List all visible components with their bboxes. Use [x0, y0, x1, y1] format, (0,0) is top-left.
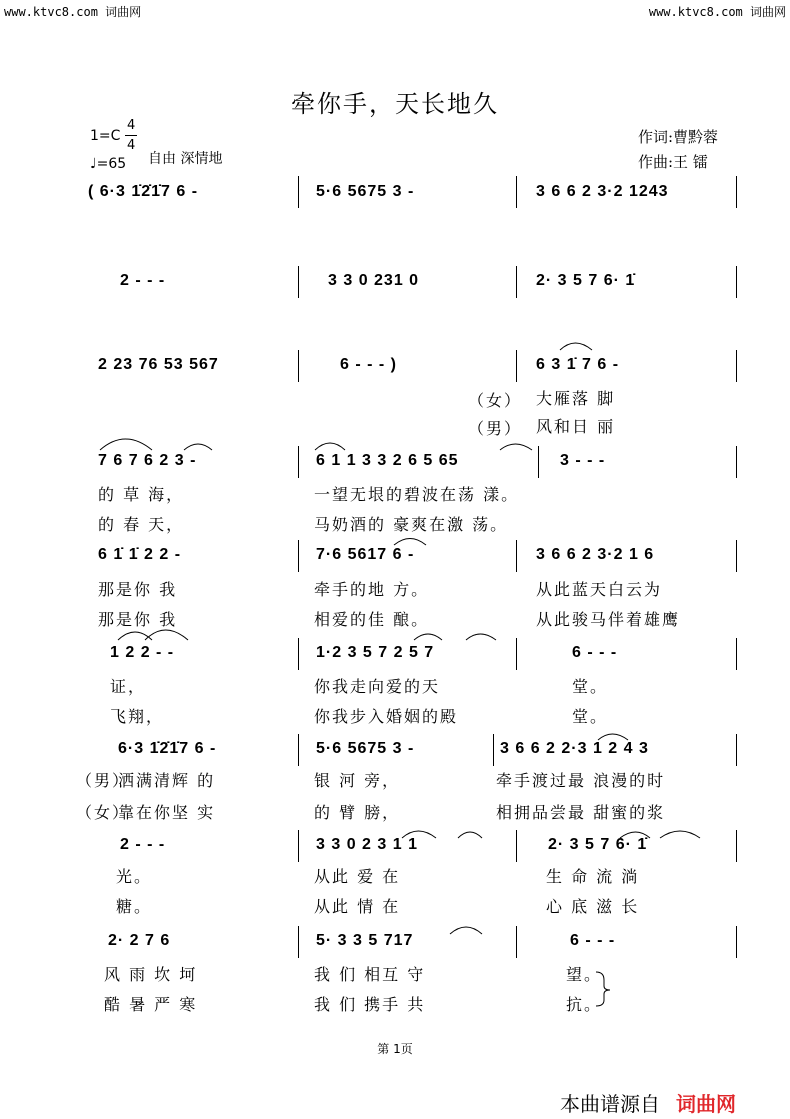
lyric-line: 飞翔， — [110, 707, 165, 726]
voice-label: （女） — [76, 803, 131, 822]
measure-notes: 3 - - - — [560, 452, 606, 469]
tempo-value: =65 — [96, 156, 127, 172]
measure-notes: 6 - - - — [572, 644, 618, 661]
lyric-line: 从此骏马伴着雄鹰 — [536, 610, 681, 629]
slur — [500, 444, 532, 450]
measure-notes: 3 3 0 2 3 1 1 — [316, 836, 418, 853]
lyric-line: 银 河 旁， — [314, 771, 401, 790]
measure-notes: 3 3 0 231 0 — [328, 272, 420, 289]
expression-marking: 自由 深情地 — [148, 151, 223, 167]
lyric-line: 堂。 — [572, 677, 609, 696]
lyric-line: 相爱的佳 酿。 — [314, 610, 430, 629]
lyric-line: 洒满清辉 的 — [118, 771, 216, 790]
source-prefix: 本曲谱源自 — [560, 1092, 660, 1116]
slur — [466, 634, 496, 640]
watermark-right: www.ktvc8.com 词曲网 — [648, 5, 786, 19]
lyric-line: 大雁落 脚 — [536, 389, 616, 408]
lyric-line: 堂。 — [572, 707, 609, 726]
measure-notes: 2 - - - — [120, 836, 166, 853]
measure-notes: 6 - - - ) — [340, 356, 397, 373]
lyric-line: 抗。 — [566, 995, 603, 1014]
lyric-line: 你我步入婚姻的殿 — [314, 707, 459, 726]
lyric-line: 从此 爱 在 — [314, 867, 401, 886]
measure-notes: 5·6 5675 3 - — [316, 183, 415, 200]
watermark-left: www.ktvc8.com 词曲网 — [4, 5, 142, 19]
lyric-line: 心 底 滋 长 — [546, 897, 640, 916]
slur — [394, 539, 426, 546]
voice-label: （男） — [76, 771, 131, 790]
slur — [560, 343, 592, 350]
lyric-line: 那是你 我 — [98, 580, 178, 599]
measure-notes: 6 1̇ 1̇ 2 2 - — [98, 546, 182, 563]
slur — [145, 630, 188, 640]
measure-notes: 1·2 3 5 7 2 5 7 — [316, 644, 435, 661]
time-sig-bottom: 4 — [127, 138, 136, 153]
measure-notes: 3 6 6 2 3·2 1243 — [536, 183, 669, 200]
measure-notes: 6 - - - — [570, 932, 616, 949]
lyric-line: 靠在你坚 实 — [118, 803, 216, 822]
lyric-line: 光。 — [116, 867, 153, 886]
measure-notes: ( 6·3 1̇2̇1̇7 6 - — [88, 183, 199, 200]
voice-label: （男） — [468, 419, 523, 438]
measure-notes: 3 6 6 2 3·2 1 6 — [536, 546, 655, 563]
lyric-line: 那是你 我 — [98, 610, 178, 629]
measure-notes: 2· 3 5 7 6· 1̇ — [536, 272, 636, 289]
lyric-line: 风和日 丽 — [536, 417, 616, 436]
slur — [315, 443, 345, 450]
measure-notes: 3 6 6 2 2·3 1 2 4 3 — [500, 740, 649, 757]
lyric-line: 你我走向爱的天 — [314, 677, 441, 696]
lyric-line: 望。 — [566, 965, 603, 984]
measure-notes: 2 23 76 53 567 — [98, 356, 219, 373]
lyric-line: 牵手的地 方。 — [314, 580, 430, 599]
slur — [184, 444, 212, 450]
slur — [660, 831, 700, 838]
lyric-line: 证， — [110, 677, 147, 696]
measure-notes: 5·6 5675 3 - — [316, 740, 415, 757]
measure-notes: 7·6 5617 6 - — [316, 546, 415, 563]
key-signature: 1=C — [90, 128, 121, 144]
lyric-line: 马奶酒的 豪爽在激 荡。 — [314, 515, 509, 534]
lyric-line: 的 臂 膀， — [314, 803, 401, 822]
lyric-line: 相拥品尝最 甜蜜的浆 — [496, 803, 666, 822]
lyric-line: 从此 情 在 — [314, 897, 401, 916]
lyric-line: 糖。 — [116, 897, 153, 916]
voice-label: （女） — [468, 391, 523, 410]
source-credit — [560, 1088, 736, 1117]
lyric-line: 牵手渡过最 浪漫的时 — [496, 771, 666, 790]
lyric-line: 从此蓝天白云为 — [536, 580, 663, 599]
measure-notes: 2· 2 7 6 — [108, 932, 171, 949]
time-sig-top: 4 — [127, 118, 136, 133]
measure-notes: 1 2 2 - - — [110, 644, 175, 661]
lyricist: 作词:曹黔蓉 — [638, 128, 719, 146]
measure-notes: 7 6 7 6 2 3 - — [98, 452, 197, 469]
lyric-line: 风 雨 坎 坷 — [104, 965, 198, 984]
lyric-line: 一望无垠的碧波在荡 漾。 — [314, 485, 520, 504]
measure-notes: 6 1 1 3 3 2 6 5 65 — [316, 452, 459, 469]
measure-notes: 2 - - - — [120, 272, 166, 289]
measure-notes: 6 3 1̇ 7 6 - — [536, 356, 620, 373]
lyric-line: 生 命 流 淌 — [546, 867, 640, 886]
composer: 作曲:王 镭 — [638, 153, 708, 171]
measure-notes: 5· 3 3 5 717 — [316, 932, 414, 949]
lyric-line: 酷 暑 严 寒 — [104, 995, 198, 1014]
slur — [458, 832, 482, 838]
page-number: 第 1页 — [377, 1042, 413, 1056]
lyric-line: 我 们 相互 守 — [314, 965, 426, 984]
source-brand: 词曲网 — [676, 1092, 736, 1116]
song-title: 牵你手，天长地久 — [291, 90, 499, 118]
lyric-line: 我 们 携手 共 — [314, 995, 426, 1014]
measure-notes: 2· 3 5 7 6· 1̇ — [548, 836, 648, 853]
slur — [414, 634, 442, 640]
quarter-note-icon: ♩ — [90, 156, 97, 172]
lyric-line: 的 草 海， — [98, 485, 185, 504]
measure-notes: 6·3 1̇2̇1̇7 6 - — [118, 740, 217, 757]
lyric-line: 的 春 天， — [98, 515, 185, 534]
slur — [450, 927, 482, 934]
slur — [100, 439, 152, 450]
